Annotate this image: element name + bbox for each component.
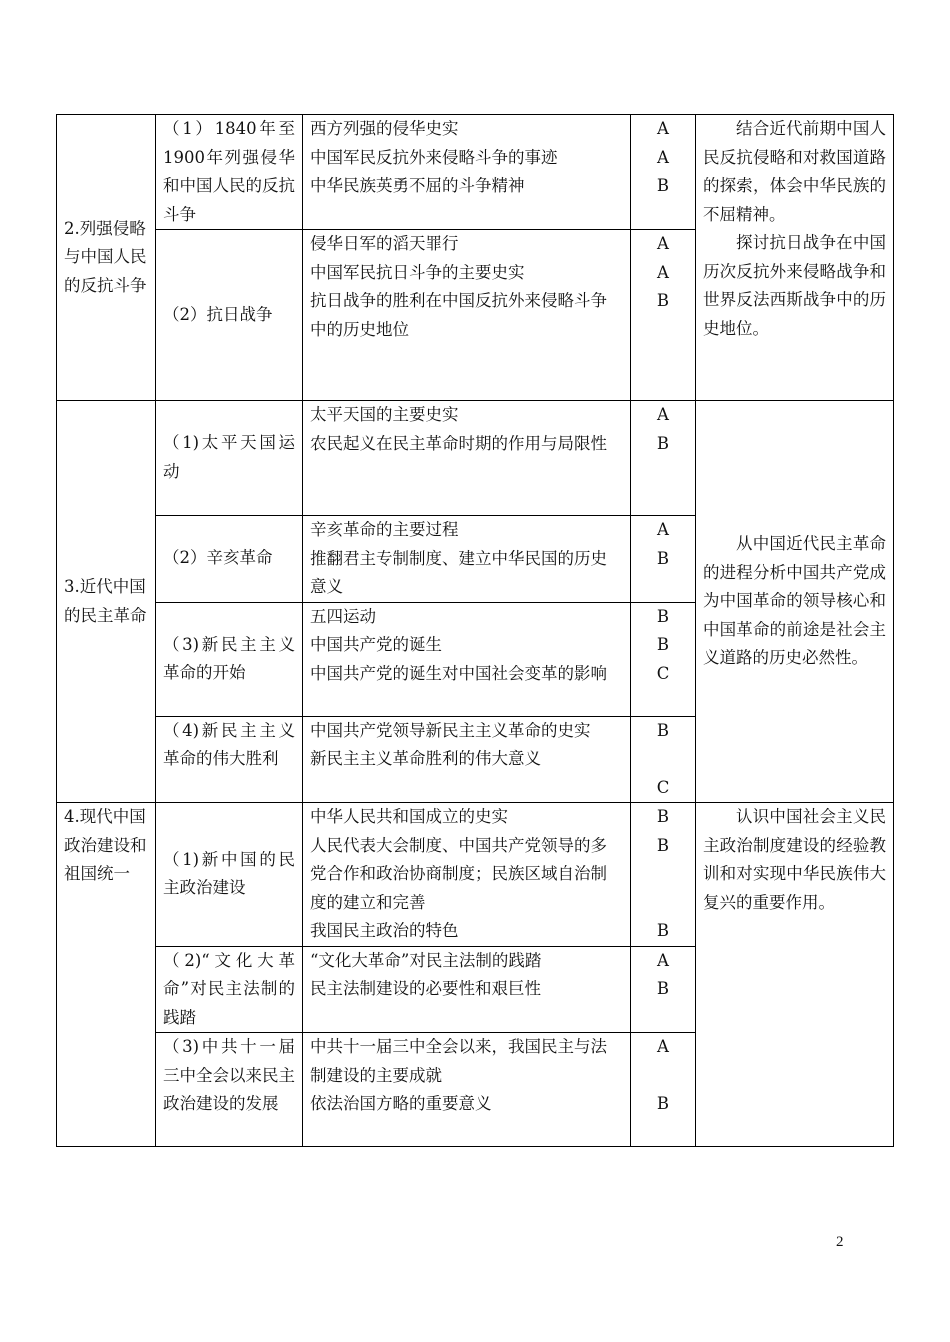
level-mark: A bbox=[657, 1037, 669, 1056]
level-cell bbox=[631, 401, 696, 516]
table-row bbox=[57, 803, 894, 947]
content-item: 推翻君主专制制度、建立中华民国的历史意义 bbox=[310, 548, 607, 596]
objective-cell bbox=[696, 803, 894, 1147]
level-mark: B bbox=[656, 921, 670, 940]
content-item: 中国共产党的诞生对中国社会变革的影响 bbox=[310, 663, 607, 683]
level-mark: B bbox=[656, 548, 670, 568]
content-cell bbox=[303, 230, 631, 401]
level-mark: A bbox=[657, 405, 669, 424]
level-mark: B bbox=[656, 291, 670, 310]
content-item: 我国民主政治的特色 bbox=[310, 921, 459, 940]
level-mark: B bbox=[656, 835, 670, 855]
content-cell bbox=[303, 716, 631, 803]
content-cell bbox=[303, 602, 631, 716]
content-item: 中国共产党领导新民主主义革命的史实 bbox=[310, 720, 591, 740]
objective-text: 从中国近代民主革命的进程分析中国共产党成为中国革命的领导核心和中国革命的前途是社会主义道路的历史必然性。 bbox=[703, 534, 886, 668]
level-mark: A bbox=[657, 262, 669, 282]
subtopic-cell bbox=[156, 401, 303, 516]
subtopic-cell bbox=[156, 716, 303, 803]
subtopic-title: （3)新民主主义革命的开始 bbox=[163, 634, 295, 682]
content-item: 中国军民抗日斗争的主要史实 bbox=[310, 262, 525, 282]
level-mark: B bbox=[656, 720, 670, 740]
subtopic-cell bbox=[156, 115, 303, 230]
topic-cell bbox=[57, 401, 156, 803]
level-mark: B bbox=[656, 1094, 670, 1113]
objective-cell bbox=[696, 115, 894, 401]
subtopic-title: （1)新中国的民主政治建设 bbox=[163, 849, 295, 898]
topic-cell bbox=[57, 115, 156, 401]
subtopic-title: （2）抗日战争 bbox=[163, 304, 273, 324]
content-item: 辛亥革命的主要过程 bbox=[310, 520, 459, 539]
level-mark: A bbox=[657, 234, 669, 253]
subtopic-cell bbox=[156, 803, 303, 947]
level-cell bbox=[631, 115, 696, 230]
content-item: 中国共产党的诞生 bbox=[310, 635, 442, 654]
content-cell bbox=[303, 401, 631, 516]
content-item: 中共十一届三中全会以来，我国民主与法制建设的主要成就 bbox=[310, 1037, 607, 1085]
level-mark: B bbox=[656, 176, 670, 195]
page-number: 2 bbox=[836, 1234, 844, 1250]
level-mark: A bbox=[657, 119, 669, 138]
subtopic-cell bbox=[156, 1033, 303, 1147]
level-cell bbox=[631, 516, 696, 603]
level-cell bbox=[631, 230, 696, 401]
content-item: 依法治国方略的重要意义 bbox=[310, 1094, 492, 1113]
level-cell bbox=[631, 716, 696, 803]
topic-title: 3.近代中国的民主革命 bbox=[64, 577, 147, 625]
subtopic-title: （2)“文化大革命”对民主法制的践踏 bbox=[163, 950, 295, 1027]
subtopic-cell bbox=[156, 516, 303, 603]
level-mark: A bbox=[657, 520, 669, 539]
content-cell bbox=[303, 115, 631, 230]
content-item: 中华人民共和国成立的史实 bbox=[310, 807, 508, 826]
content-item: 民主法制建设的必要性和艰巨性 bbox=[310, 979, 541, 998]
content-cell bbox=[303, 803, 631, 947]
subtopic-cell bbox=[156, 946, 303, 1033]
subtopic-title: （4)新民主主义革命的伟大胜利 bbox=[163, 720, 295, 768]
table-row bbox=[57, 401, 894, 516]
content-item: 农民起义在民主革命时期的作用与局限性 bbox=[310, 433, 607, 453]
level-mark: A bbox=[657, 950, 669, 970]
content-cell bbox=[303, 516, 631, 603]
content-item: 新民主主义革命胜利的伟大意义 bbox=[310, 749, 541, 768]
content-item: 太平天国的主要史实 bbox=[310, 405, 459, 424]
content-item: “文化大革命”对民主法制的践踏 bbox=[310, 950, 542, 970]
level-mark: B bbox=[656, 635, 670, 654]
level-mark: B bbox=[656, 979, 670, 998]
content-cell bbox=[303, 946, 631, 1033]
content-cell bbox=[303, 1033, 631, 1147]
topic-cell bbox=[57, 803, 156, 1147]
level-mark: B bbox=[656, 807, 670, 826]
subtopic-cell bbox=[156, 602, 303, 716]
level-mark: C bbox=[656, 663, 670, 683]
level-cell bbox=[631, 602, 696, 716]
content-item: 侵华日军的滔天罪行 bbox=[310, 234, 459, 253]
subtopic-title: （2）辛亥革命 bbox=[163, 548, 273, 567]
subtopic-title: （3)中共十一届三中全会以来民主政治建设的发展 bbox=[163, 1037, 295, 1113]
level-mark: C bbox=[656, 777, 670, 797]
subtopic-cell bbox=[156, 230, 303, 401]
table-row bbox=[57, 115, 894, 230]
level-cell bbox=[631, 946, 696, 1033]
level-mark: A bbox=[657, 147, 669, 167]
subtopic-title: （1）1840年至1900年列强侵华和中国人民的反抗斗争 bbox=[163, 119, 295, 224]
objective-text: 结合近代前期中国人民反抗侵略和对救国道路的探索，体会中华民族的不屈精神。 bbox=[703, 119, 886, 224]
content-item: 五四运动 bbox=[310, 606, 376, 626]
content-item: 中国军民反抗外来侵略斗争的事迹 bbox=[310, 147, 558, 167]
content-item: 抗日战争的胜利在中国反抗外来侵略斗争中的历史地位 bbox=[310, 291, 607, 339]
content-item: 人民代表大会制度、中国共产党领导的多党合作和政治协商制度；民族区域自治制度的建立和完善 bbox=[310, 835, 607, 912]
level-mark: B bbox=[656, 606, 670, 626]
objective-cell bbox=[696, 401, 894, 803]
objective-text: 认识中国社会主义民主政治制度建设的经验教训和对实现中华民族伟大复兴的重要作用。 bbox=[703, 807, 886, 912]
content-item: 西方列强的侵华史实 bbox=[310, 119, 459, 138]
topic-title: 2.列强侵略与中国人民的反抗斗争 bbox=[64, 218, 147, 295]
level-cell bbox=[631, 1033, 696, 1147]
level-cell bbox=[631, 803, 696, 947]
objective-text: 探讨抗日战争在中国历次反抗外来侵略战争和世界反法西斯战争中的历史地位。 bbox=[703, 233, 886, 338]
topic-title: 4.现代中国政治建设和祖国统一 bbox=[64, 807, 147, 883]
subtopic-title: （1)太平天国运动 bbox=[163, 433, 295, 481]
syllabus-table bbox=[56, 114, 894, 1147]
content-item: 中华民族英勇不屈的斗争精神 bbox=[310, 176, 525, 195]
level-mark: B bbox=[656, 433, 670, 453]
